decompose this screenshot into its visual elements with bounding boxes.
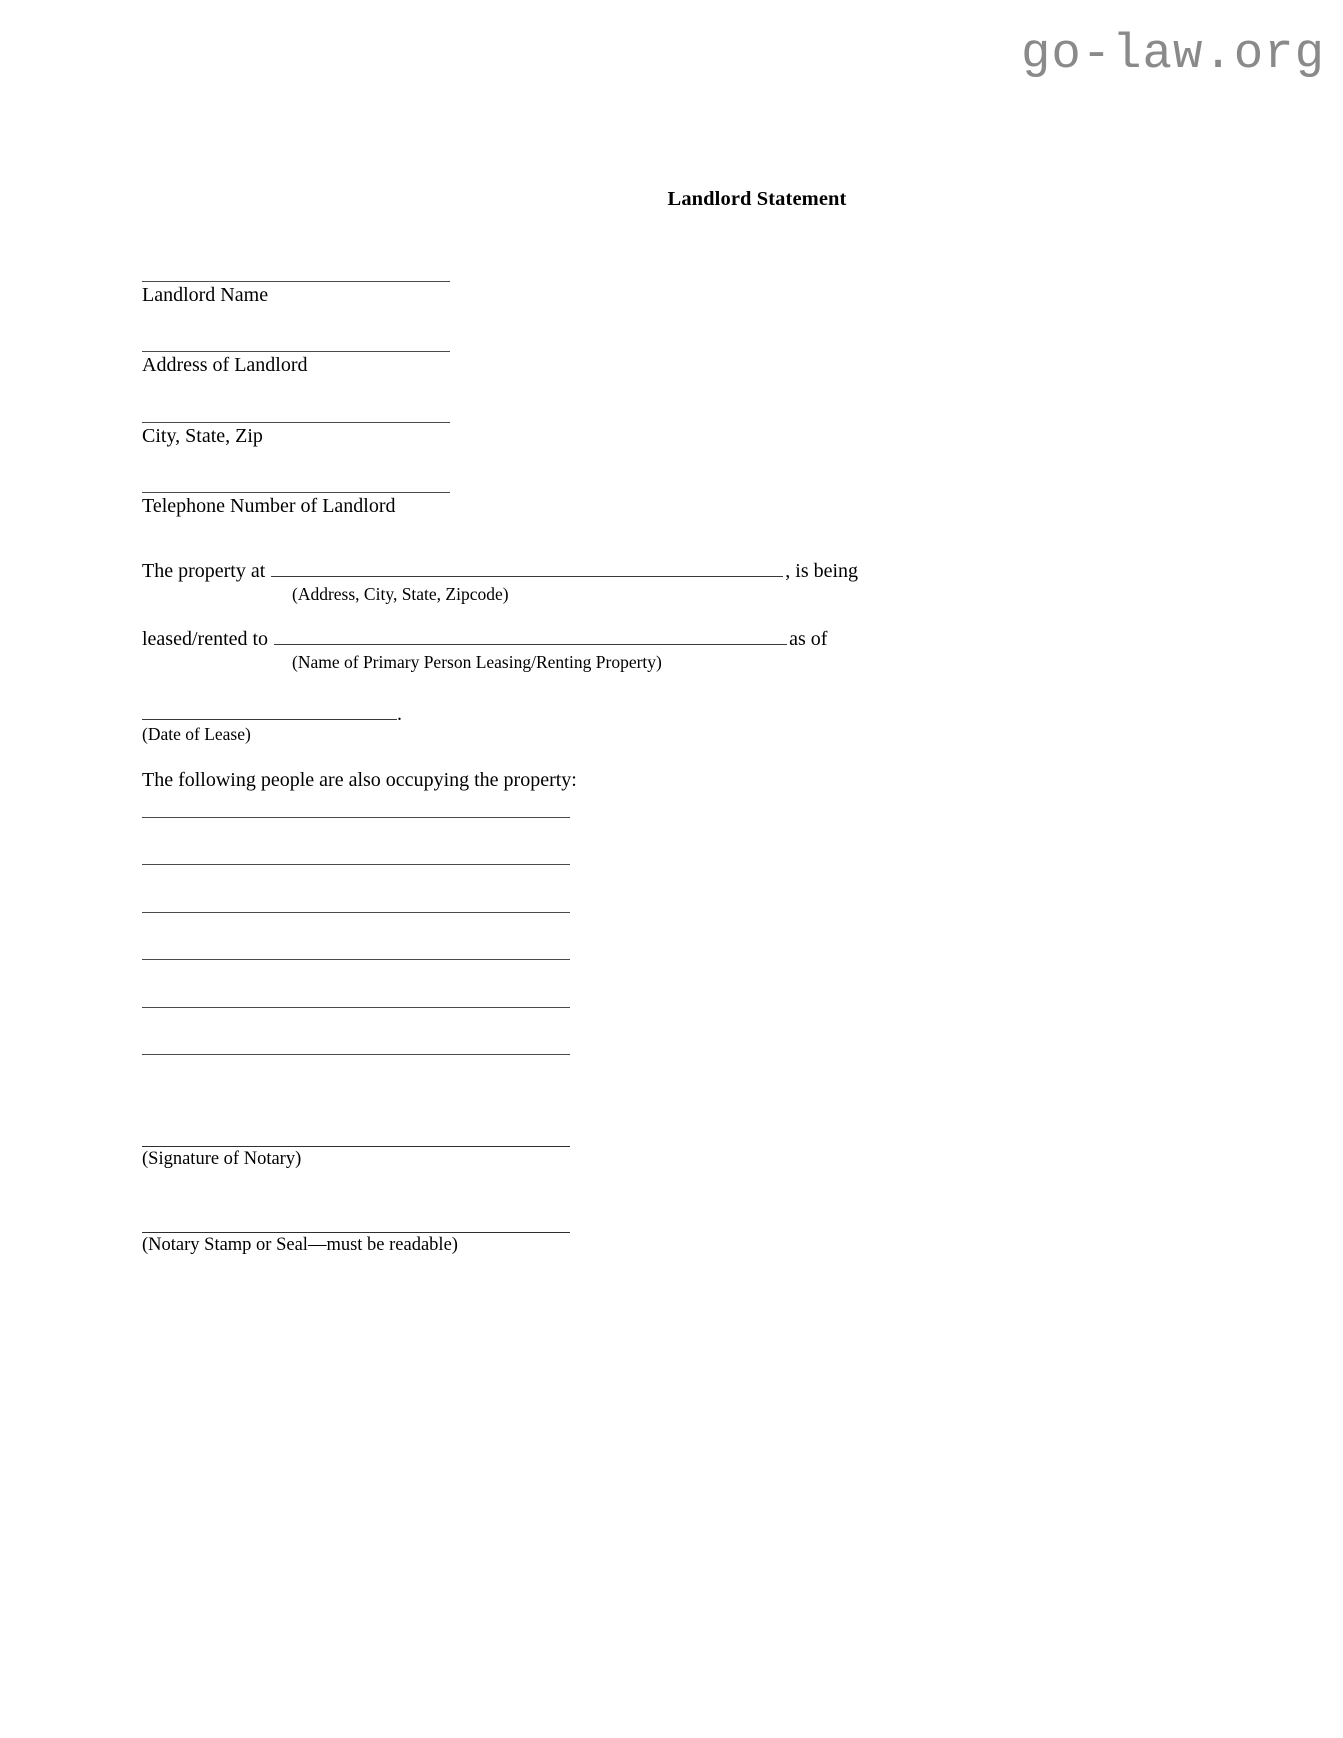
- notary-signature-input-rule[interactable]: [142, 1146, 570, 1147]
- city-state-zip-label: City, State, Zip: [142, 424, 263, 447]
- landlord-name-input-rule[interactable]: [142, 281, 450, 282]
- city-state-zip-input-rule[interactable]: [142, 422, 450, 423]
- occupant-line[interactable]: [142, 959, 570, 960]
- date-clause-punctuation: .: [397, 702, 402, 725]
- landlord-address-input-rule[interactable]: [142, 351, 450, 352]
- lessee-name-input-rule[interactable]: [274, 627, 787, 645]
- occupant-line[interactable]: [142, 864, 570, 865]
- spacer-7: [142, 745, 1202, 768]
- lease-clause: [142, 627, 1202, 673]
- lease-date-input-rule[interactable]: [142, 703, 397, 720]
- property-address-caption: (Address, City, State, Zipcode): [292, 583, 509, 604]
- occupant-lines-group: [142, 817, 1202, 1056]
- lessee-name-caption: (Name of Primary Person Leasing/Renting Property): [292, 651, 662, 672]
- occupant-line[interactable]: [142, 1054, 570, 1055]
- lease-clause-trail-text: as of: [789, 627, 828, 650]
- notary-signature-caption: (Signature of Notary): [142, 1148, 302, 1169]
- property-address-input-rule[interactable]: [271, 559, 783, 577]
- occupants-heading: The following people are also occupying the property:: [142, 768, 577, 791]
- property-clause-lead-text: The property at: [142, 559, 266, 582]
- notary-stamp-caption: (Notary Stamp or Seal—must be readable): [142, 1234, 458, 1255]
- property-clause-line: [142, 559, 1202, 584]
- page-title: Landlord Statement: [667, 188, 847, 210]
- spacer-4: [142, 519, 1202, 559]
- landlord-name-label: Landlord Name: [142, 284, 269, 306]
- date-clause-line: [142, 703, 1202, 724]
- field-landlord-address: [142, 351, 1202, 377]
- property-clause: [142, 559, 1202, 605]
- property-clause-trail-text: , is being: [785, 559, 859, 582]
- landlord-address-label: Address of Landlord: [142, 354, 308, 377]
- notary-signature-block: [142, 1146, 1202, 1170]
- document-body: [142, 170, 1202, 1256]
- spacer-after-title: [142, 211, 1202, 281]
- lease-clause-lead-text: leased/rented to: [142, 627, 269, 650]
- spacer-1: [142, 307, 1202, 351]
- lease-clause-line: [142, 627, 1202, 652]
- field-landlord-name: [142, 281, 1202, 307]
- notary-stamp-block: [142, 1232, 1202, 1256]
- occupant-line[interactable]: [142, 817, 570, 818]
- field-landlord-telephone: [142, 492, 1202, 518]
- occupant-line[interactable]: [142, 912, 570, 913]
- site-watermark: go-law.org: [1020, 26, 1325, 82]
- landlord-telephone-label: Telephone Number of Landlord: [142, 495, 396, 518]
- spacer-5: [142, 605, 1202, 627]
- spacer-2: [142, 378, 1202, 422]
- spacer-3: [142, 448, 1202, 492]
- occupant-line[interactable]: [142, 1007, 570, 1008]
- date-clause: [142, 703, 1202, 745]
- notary-stamp-input-rule[interactable]: [142, 1232, 570, 1233]
- spacer-6: [142, 673, 1202, 703]
- lease-date-caption: (Date of Lease): [142, 723, 251, 744]
- spacer-8: [142, 1102, 1202, 1146]
- field-city-state-zip: [142, 422, 1202, 448]
- landlord-telephone-input-rule[interactable]: [142, 492, 450, 493]
- spacer-9: [142, 1170, 1202, 1232]
